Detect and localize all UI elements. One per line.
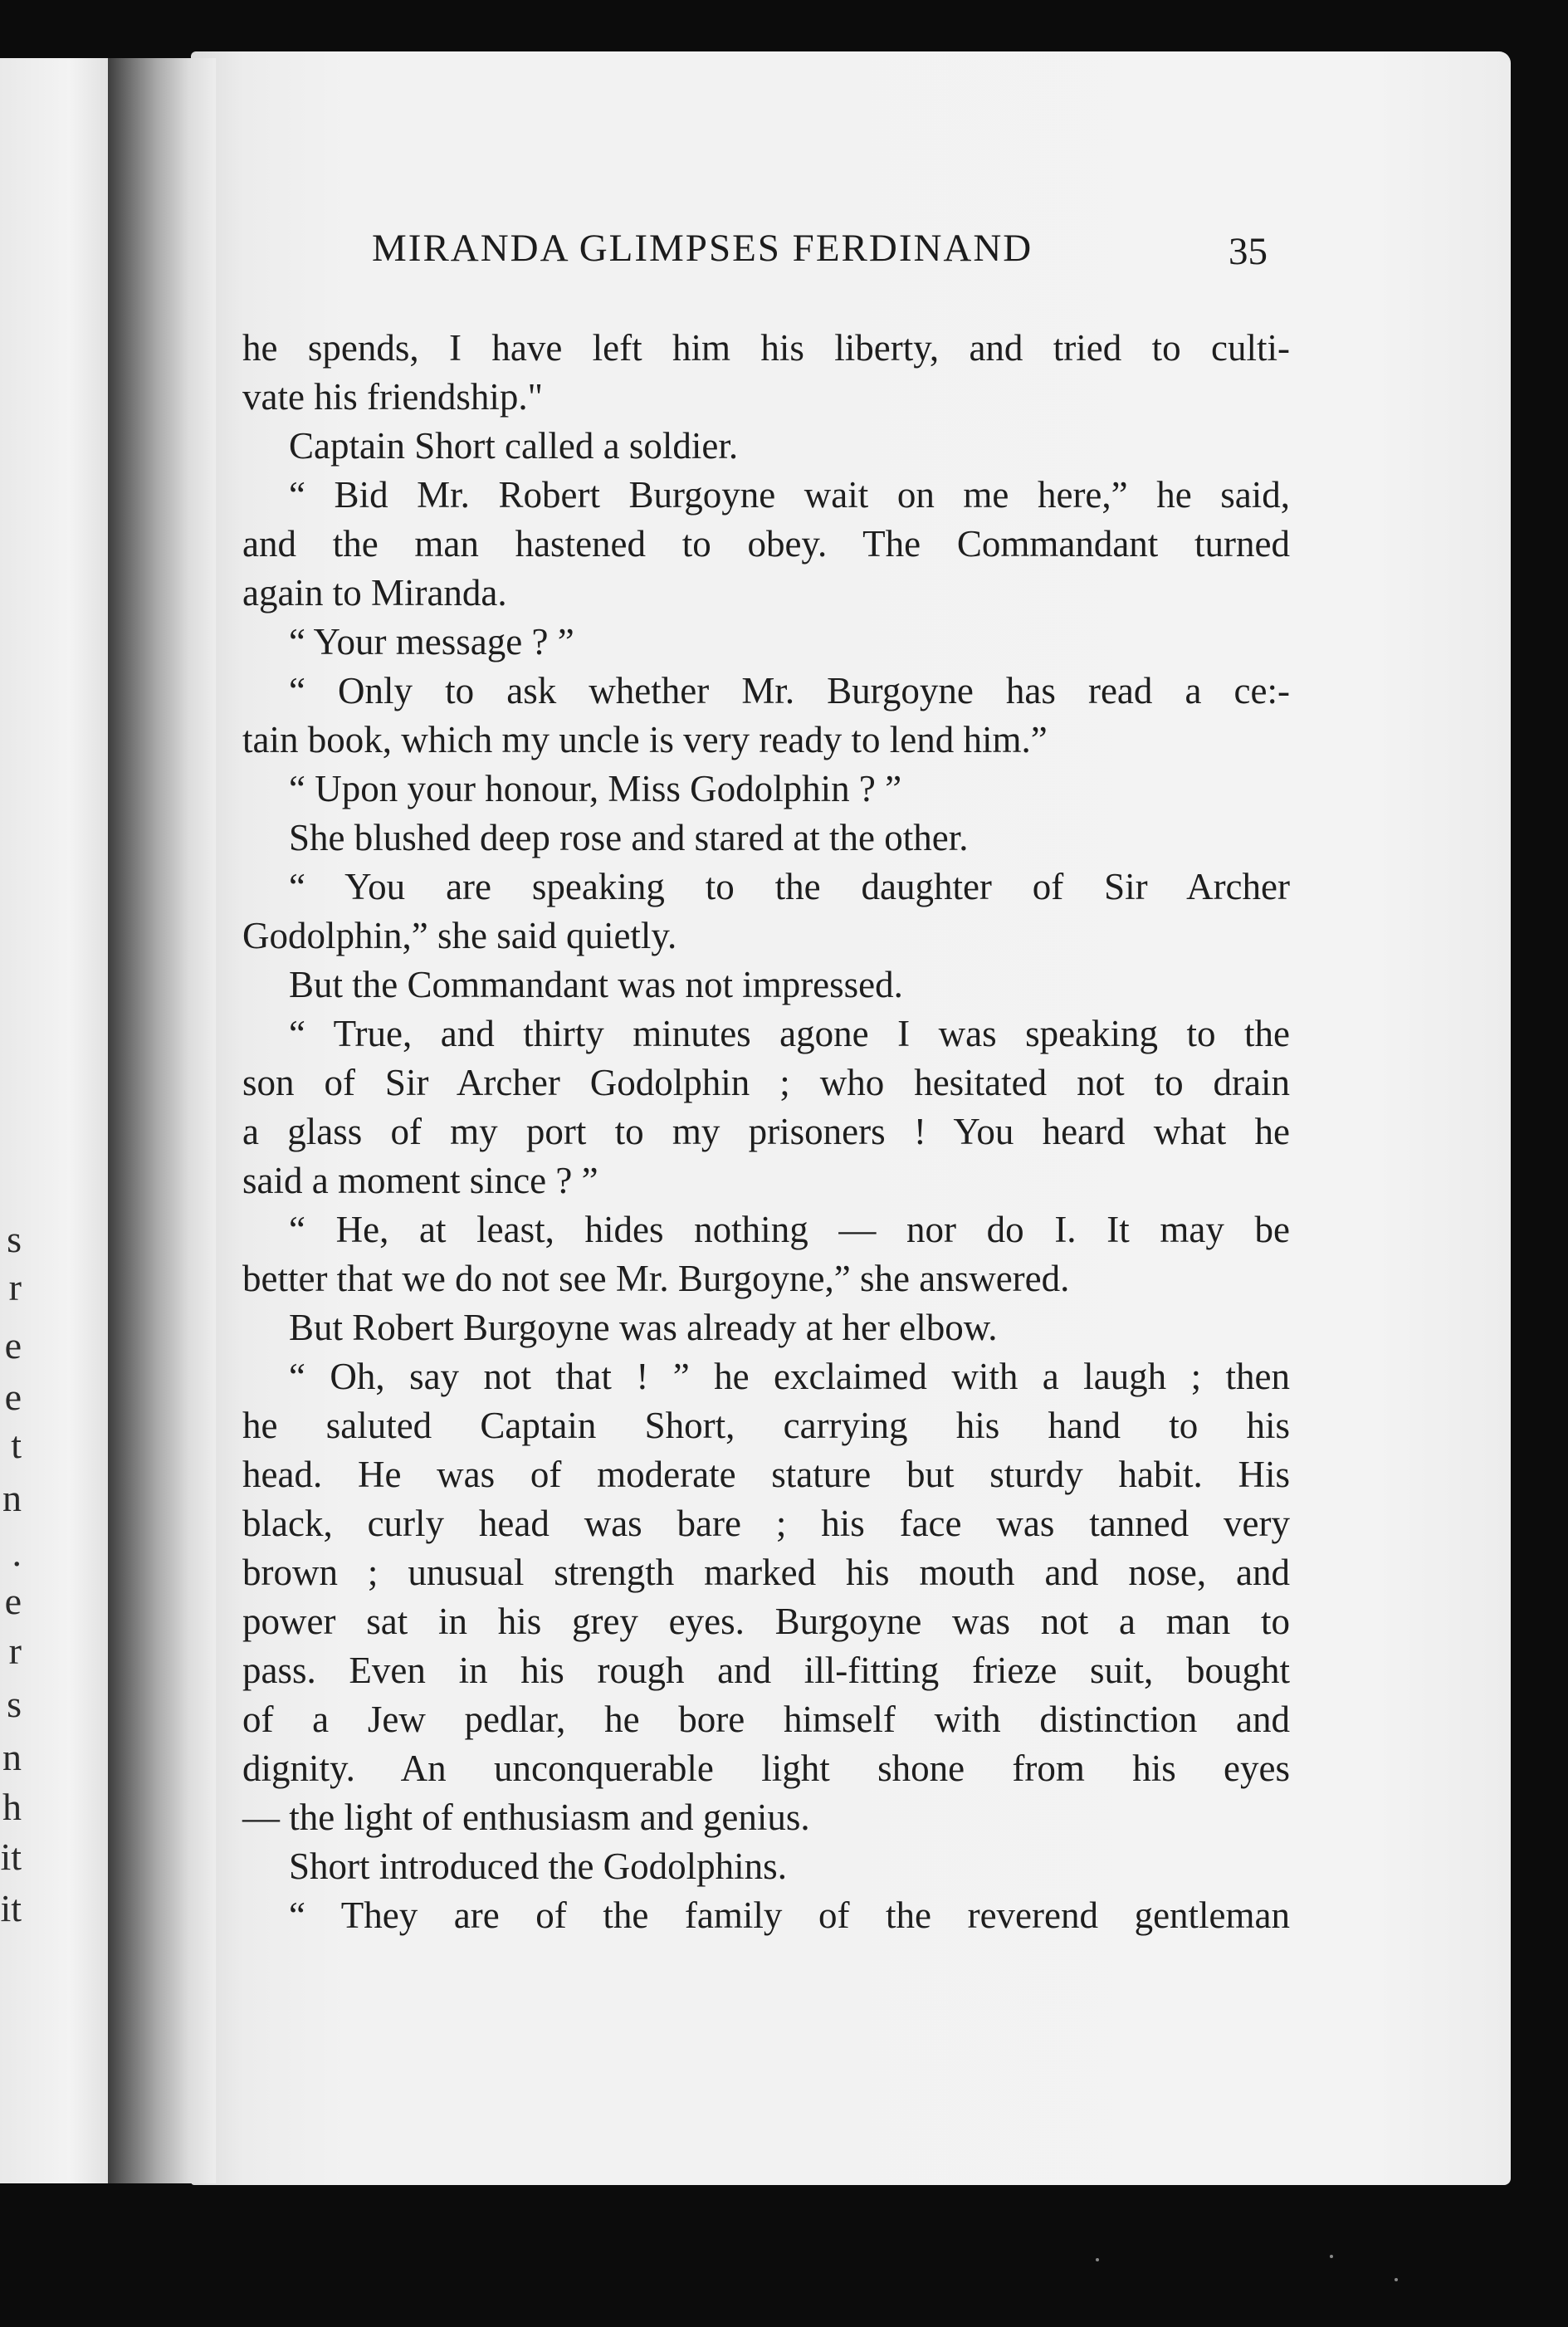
text-line: “ Oh, say not that ! ” he exclaimed with a laugh ; then [289, 1356, 1290, 1397]
text-line: pass. Even in his rough and ill-fitting frieze suit, bought [242, 1650, 1290, 1691]
scan-speck [1096, 2258, 1099, 2261]
text-line: “ Bid Mr. Robert Burgoyne wait on me here,” he said, [289, 474, 1290, 516]
facing-page-letter: . [12, 1532, 22, 1574]
facing-page-letter: t [11, 1424, 22, 1466]
facing-page-letter: s [7, 1218, 22, 1260]
facing-page-letter: it [0, 1836, 22, 1878]
text-line: better that we do not see Mr. Burgoyne,” she answered. [242, 1258, 1070, 1299]
text-line: “ You are speaking to the daughter of Sir Archer [289, 866, 1290, 907]
facing-page-letter: e [4, 1376, 22, 1418]
facing-page-letter: n [2, 1477, 22, 1519]
text-line: “ They are of the family of the reverend gentleman [289, 1894, 1290, 1936]
text-line: a glass of my port to my prisoners ! You heard what he [242, 1111, 1290, 1152]
facing-page-letter: r [8, 1266, 22, 1308]
body-text [242, 324, 1290, 1940]
running-head-title: MIRANDA GLIMPSES FERDINAND [372, 227, 1033, 270]
text-line: “ He, at least, hides nothing — nor do I. It may be [289, 1209, 1290, 1250]
page-gutter-shadow [108, 58, 216, 2183]
scan-speck [1330, 2255, 1333, 2258]
text-line: Godolphin,” she said quietly. [242, 915, 677, 956]
text-line: She blushed deep rose and stared at the other. [289, 817, 969, 858]
text-line: “ True, and thirty minutes agone I was speaking to the [289, 1013, 1290, 1054]
facing-page-letter: it [0, 1887, 22, 1929]
text-line: Captain Short called a soldier. [289, 425, 739, 467]
facing-page-letter: n [2, 1736, 22, 1778]
text-line: son of Sir Archer Godolphin ; who hesitated not to drain [242, 1062, 1290, 1103]
facing-page-letter: r [8, 1630, 22, 1672]
text-line: again to Miranda. [242, 572, 507, 614]
text-line: But the Commandant was not impressed. [289, 964, 903, 1005]
facing-page-letter: e [4, 1580, 22, 1622]
text-line: dignity. An unconquerable light shone from his eyes [242, 1748, 1290, 1789]
text-line: vate his friendship." [242, 376, 544, 418]
text-line: of a Jew pedlar, he bore himself with distinction and [242, 1699, 1290, 1740]
text-line: said a moment since ? ” [242, 1160, 598, 1201]
text-line: “ Your message ? ” [289, 621, 574, 662]
text-line: — the light of enthusiasm and genius. [242, 1797, 810, 1838]
text-line: and the man hastened to obey. The Commandant turned [242, 523, 1290, 565]
text-line: Short introduced the Godolphins. [289, 1845, 787, 1887]
text-line: black, curly head was bare ; his face was tanned very [242, 1503, 1290, 1544]
facing-page-letter: s [7, 1683, 22, 1725]
text-line: he spends, I have left him his liberty, and tried to culti- [242, 327, 1290, 369]
running-head [372, 226, 1285, 284]
text-line: “ Only to ask whether Mr. Burgoyne has read a ce:- [289, 670, 1290, 711]
text-line: But Robert Burgoyne was already at her elbow. [289, 1307, 998, 1348]
page-number: 35 [1229, 230, 1268, 273]
text-line: brown ; unusual strength marked his mouth and nose, and [242, 1552, 1290, 1593]
text-line: he saluted Captain Short, carrying his hand to his [242, 1405, 1290, 1446]
text-line: “ Upon your honour, Miss Godolphin ? ” [289, 768, 902, 809]
scan-speck [1395, 2278, 1398, 2281]
text-line: power sat in his grey eyes. Burgoyne was not a man to [242, 1601, 1290, 1642]
text-line: head. He was of moderate stature but sturdy habit. His [242, 1454, 1290, 1495]
facing-page-letter: e [4, 1324, 22, 1366]
facing-page-letters [0, 58, 25, 2183]
text-line: tain book, which my uncle is very ready to lend him.” [242, 719, 1048, 760]
facing-page-edge [0, 58, 116, 2183]
facing-page-letter: h [2, 1786, 22, 1828]
